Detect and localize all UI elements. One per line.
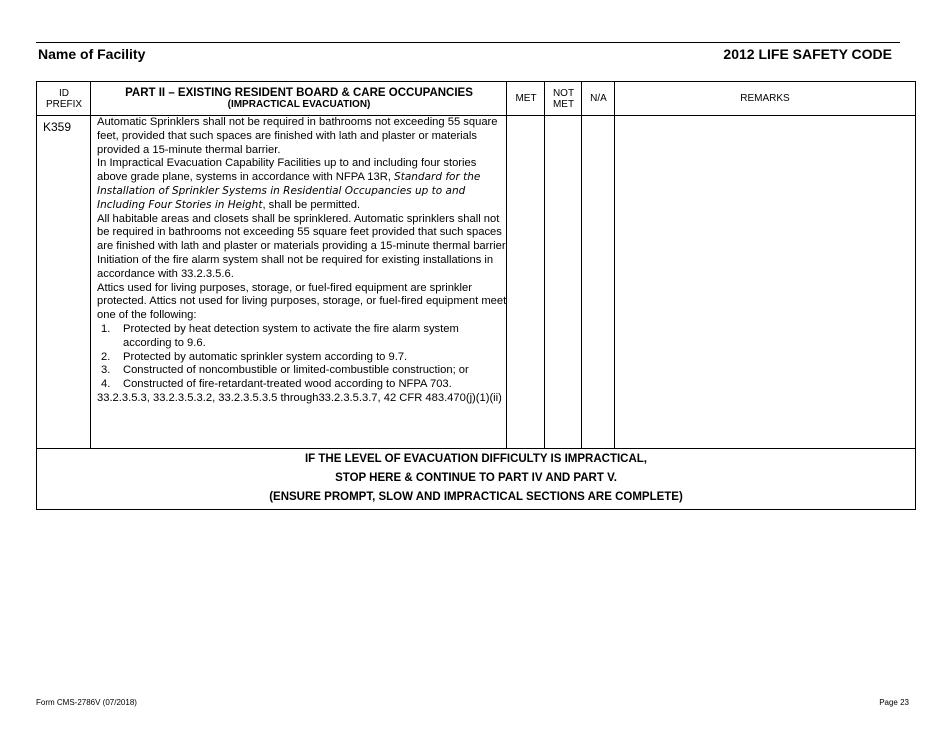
column-divider bbox=[614, 82, 615, 448]
not-met-header-line1: NOT bbox=[552, 87, 575, 99]
regulation-text bbox=[97, 116, 509, 406]
notice-line-1: IF THE LEVEL OF EVACUATION DIFFICULTY IS IMPRACTICAL, bbox=[304, 453, 648, 465]
list-item bbox=[97, 378, 509, 392]
list-number: 2. bbox=[101, 350, 111, 363]
id-header-line2: PREFIX bbox=[45, 98, 83, 110]
reg-paragraph-5: Attics used for living purposes, storage, or fuel-fired equipment are sprinkler protected. Attics not used for living purposes, storage, or fuel-fired equipment meet one of the following: bbox=[97, 281, 507, 322]
reg-paragraph-2-tail: , shall be permitted. bbox=[262, 198, 361, 211]
nfpa-13r-title: Standard for the Installation of Sprinkler Systems in Residential Occupancies up to and Including Four Stories in Height bbox=[97, 171, 481, 211]
notice-line-3: (ENSURE PROMPT, SLOW AND IMPRACTICAL SECTIONS ARE COMPLETE) bbox=[269, 491, 683, 503]
attic-options-list bbox=[97, 323, 509, 392]
notice-line-2: STOP HERE & CONTINUE TO PART IV AND PART V. bbox=[335, 472, 617, 484]
list-number: 1. bbox=[101, 322, 111, 335]
id-prefix-header bbox=[37, 82, 91, 116]
list-text: Constructed of noncombustible or limited-combustible construction; or bbox=[123, 364, 469, 377]
notice-divider bbox=[37, 448, 915, 449]
list-text: Protected by heat detection system to activate the fire alarm system according to 9.6. bbox=[123, 322, 459, 349]
list-item bbox=[97, 364, 509, 378]
list-number: 3. bbox=[101, 364, 111, 377]
reg-paragraph-2-lead: In Impractical Evacuation Capability Facilities up to and including four stories above grade plane, systems in accordance with NFPA 13R, bbox=[97, 157, 477, 184]
na-header: N/A bbox=[582, 82, 615, 116]
part-subtitle: (IMPRACTICAL EVACUATION) bbox=[227, 99, 371, 110]
reg-paragraph-4: Initiation of the fire alarm system shall not be required for existing installations in accordance with 33.2.3.5.6. bbox=[97, 253, 494, 280]
top-rule bbox=[36, 42, 900, 43]
part-title: PART II – EXISTING RESIDENT BOARD & CARE OCCUPANCIES bbox=[125, 87, 473, 99]
form-id: Form CMS-2786V (07/2018) bbox=[36, 698, 137, 707]
reg-references: 33.2.3.5.3, 33.2.3.5.3.2, 33.2.3.5.3.5 through33.2.3.5.3.7, 42 CFR 483.470(j)(1)(ii) bbox=[97, 391, 502, 404]
reg-paragraph-2 bbox=[97, 157, 509, 212]
list-text: Constructed of fire-retardant-treated wood according to NFPA 703. bbox=[123, 378, 452, 391]
list-item bbox=[97, 351, 509, 365]
tag-id: K359 bbox=[43, 120, 72, 134]
code-edition-label: 2012 LIFE SAFETY CODE bbox=[723, 46, 892, 62]
list-number: 4. bbox=[101, 378, 111, 391]
list-item bbox=[97, 323, 509, 351]
list-text: Protected by automatic sprinkler system according to 9.7. bbox=[123, 350, 408, 363]
facility-name-label: Name of Facility bbox=[38, 46, 146, 62]
page-number: Page 23 bbox=[879, 698, 909, 707]
part-header bbox=[91, 82, 507, 116]
remarks-header: REMARKS bbox=[615, 82, 915, 116]
column-divider bbox=[90, 82, 91, 448]
not-met-header-line2: MET bbox=[552, 98, 575, 110]
reg-paragraph-1: Automatic Sprinklers shall not be required in bathrooms not exceeding 55 square feet, provided that such spaces are finished with lath and plaster or materials provided a 15-minute thermal barrier. bbox=[97, 116, 498, 156]
id-header-line1: ID bbox=[59, 87, 69, 99]
column-divider bbox=[581, 82, 582, 448]
met-header: MET bbox=[507, 82, 545, 116]
stop-notice bbox=[37, 450, 915, 507]
reg-paragraph-3: All habitable areas and closets shall be sprinklered. Automatic sprinklers shall not be required in bathrooms not exceeding 55 square feet provided that such spaces are finished with lath and plaster or materials providing a 15-minute thermal barrier. bbox=[97, 212, 509, 253]
column-divider bbox=[544, 82, 545, 448]
not-met-header bbox=[545, 82, 582, 116]
survey-table bbox=[36, 81, 916, 510]
